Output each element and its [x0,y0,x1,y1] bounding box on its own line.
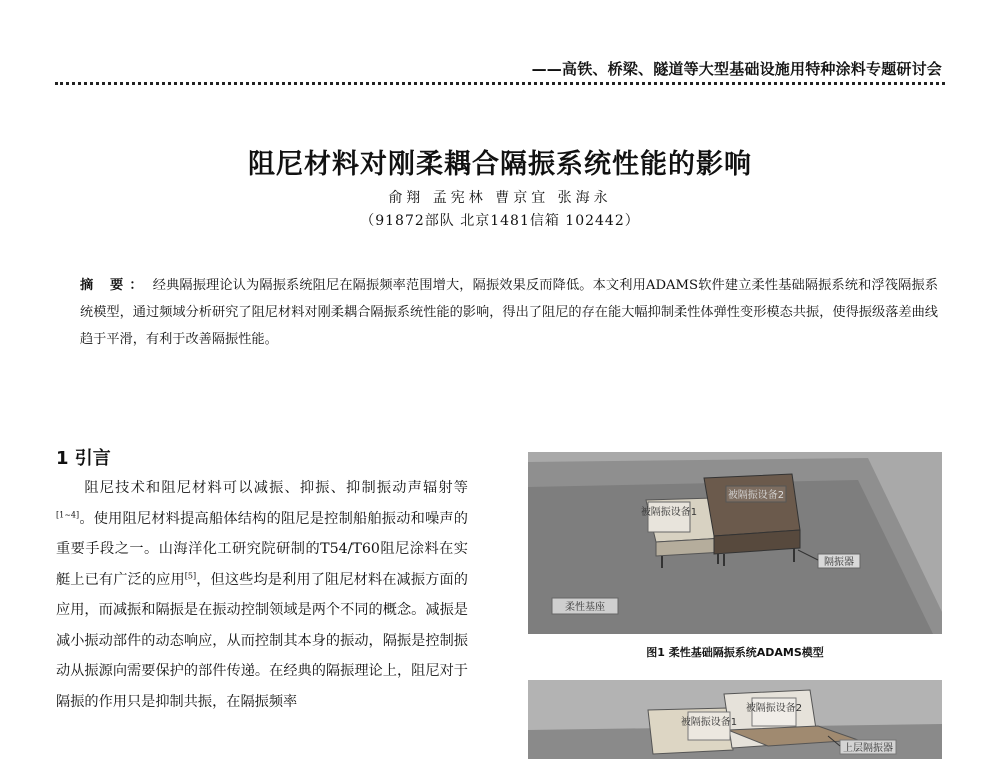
intro-text-3: ，但这些均是利用了阻尼材料在减振方面的应用，而减振和隔振是在振动控制领域是两个不同的概念。减振是减小振动部件的动态响应，从而控制其本身的振动，隔振是控制振动从振源向需要保护的部件传递。在经典的隔振理论上，阻尼对于隔振的作用只是抑制共振，在隔振频率 [56,571,468,710]
intro-text-2: 。使用阻尼材料提高船体结构的阻尼是控制船舶振动和噪声的重要手段之一。山海洋化工研究院研制的T54/T60阻尼涂料在实艇上已有广泛的应用 [56,510,468,588]
paper-authors: 俞翔 孟宪林 曹京宜 张海永 [388,190,612,206]
fig1-label-isolator: 隔振器 [824,557,854,568]
abstract-label: 摘 要： [80,278,149,293]
fig2-label-device1: 被隔振设备1 [680,717,738,728]
fig1-label-base: 柔性基座 [565,602,605,613]
introduction-paragraph [56,473,468,717]
journal-series-header: ——高铁、桥梁、隧道等大型基础设施用特种涂料专题研讨会 [531,60,942,78]
fig2-label-device2: 被隔振设备2 [745,703,803,714]
figure-1-image [528,452,942,634]
citation-ref-1-4: [1~4] [56,509,80,519]
abstract [80,272,938,353]
header-divider [55,82,945,85]
fig1-label-device2: 被隔振设备2 [727,490,785,501]
figure-2-image [528,680,942,759]
citation-ref-5: [5] [184,570,197,580]
fig1-label-device1: 被隔振设备1 [640,507,698,518]
abstract-text: 经典隔振理论认为隔振系统阻尼在隔振频率范围增大，隔振效果反而降低。本文利用ADAMS软件建立柔性基础隔振系统和浮筏隔振系统模型，通过频域分析研究了阻尼材料对刚柔耦合隔振系统性能的影响，得出了阻尼的存在能大幅抑制柔性体弹性变形模态共振，使得振级落差曲线趋于平滑，有利于改善隔振性能。 [80,278,939,347]
paper-title: 阻尼材料对刚柔耦合隔振系统性能的影响 [248,149,752,180]
intro-text-1: 阻尼技术和阻尼材料可以减振、抑振、抑制振动声辐射等 [84,480,468,496]
paper-affiliation: （91872部队 北京1481信箱 102442） [360,213,640,229]
figure-1-caption: 图1 柔性基础隔振系统ADAMS模型 [646,646,824,659]
section-heading-introduction: 1 引言 [56,448,111,469]
fig2-label-isolator: 上层隔振器 [843,743,893,754]
